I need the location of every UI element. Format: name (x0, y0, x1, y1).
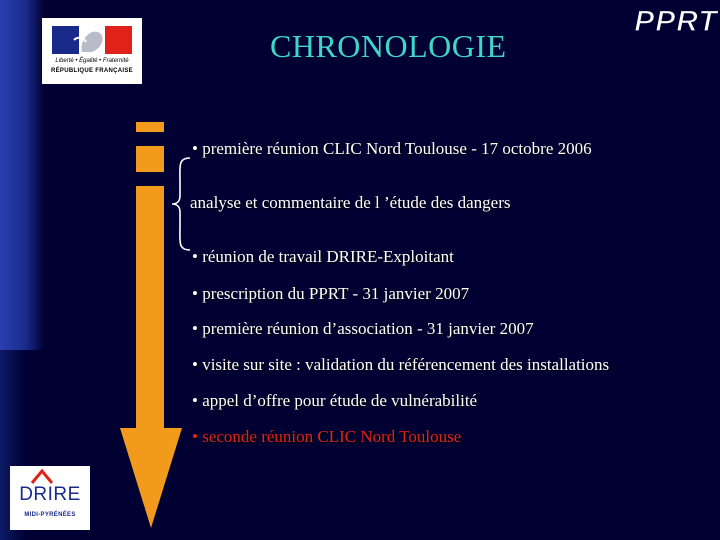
timeline-item-site-visit: • visite sur site : validation du référencement des installations (192, 355, 610, 374)
timeline-dash (136, 146, 164, 172)
timeline-item-clic-2: • seconde réunion CLIC Nord Toulouse (192, 427, 462, 446)
timeline-arrow-shaft (136, 186, 164, 432)
timeline-item-clic-1: • première réunion CLIC Nord Toulouse - 17 octobre 2006 (192, 139, 592, 158)
drire-mark-icon (30, 469, 54, 485)
timeline-dash (136, 122, 164, 132)
pprt-logo-text: PPRT (634, 5, 718, 38)
drire-name: DRIRE (19, 484, 81, 505)
timeline-arrow-head-icon (120, 428, 182, 528)
marianne-flag-icon (52, 26, 132, 54)
curly-brace-icon (170, 156, 192, 252)
pprt-logo (634, 2, 718, 38)
left-gradient-strip (0, 0, 44, 350)
republic-motto: Liberté • Égalité • Fraternité (55, 58, 129, 64)
page-title: CHRONOLOGIE (270, 28, 507, 64)
drire-region: MIDI-PYRÉNÉES (24, 512, 76, 518)
republic-name: RÉPUBLIQUE FRANÇAISE (50, 68, 133, 74)
timeline-item-meeting: • réunion de travail DRIRE-Exploitant (192, 247, 454, 266)
republique-francaise-logo (42, 18, 142, 84)
drire-logo (10, 466, 90, 530)
timeline-item-tender: • appel d’offre pour étude de vulnérabilité (192, 391, 478, 410)
timeline-item-prescription: • prescription du PPRT - 31 janvier 2007 (192, 284, 470, 303)
timeline-item-analysis: analyse et commentaire de l ’étude des dangers (190, 193, 511, 212)
timeline-item-association: • première réunion d’association - 31 janvier 2007 (192, 319, 534, 338)
